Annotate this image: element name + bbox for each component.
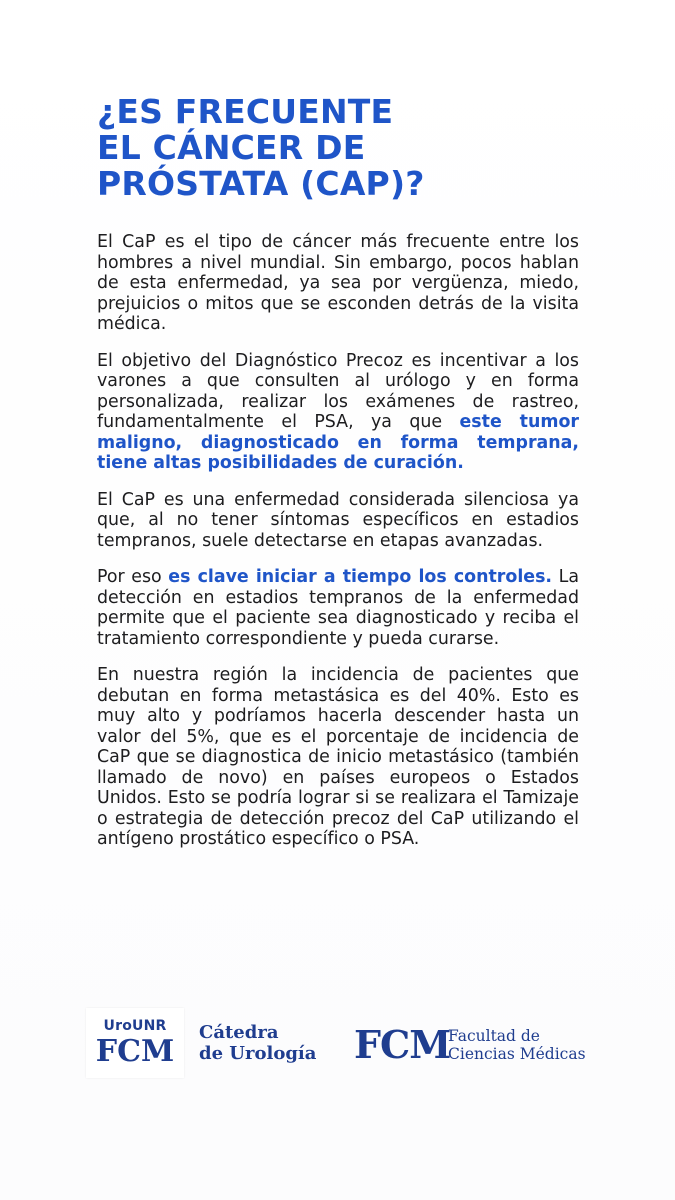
catedra-line-1: Cátedra bbox=[199, 1022, 279, 1043]
fcm-logo-mark: FCM bbox=[354, 1022, 451, 1067]
paragraph-2 bbox=[97, 351, 579, 474]
urounr-fcm-mark: FCM bbox=[95, 1034, 175, 1069]
article-body bbox=[97, 232, 579, 866]
paragraph-4-post: La detección en estadios tempranos de la enfermedad permite que el paciente sea diagnosticado y reciba el tratamiento correspondiente y pueda curarse. bbox=[97, 567, 580, 649]
paragraph-1: El CaP es el tipo de cáncer más frecuente entre los hombres a nivel mundial. Sin embargo, pocos hablan de esta enfermedad, ya sea por vergüenza, miedo, prejuicios o mitos que se esconden detrás de la visita médica. bbox=[97, 232, 579, 334]
title-line-1: ¿ES FRECUENTE bbox=[97, 92, 394, 131]
catedra-urologia-label bbox=[199, 1022, 316, 1064]
paragraph-2-highlight: este tumor maligno, diagnosticado en forma temprana, tiene altas posibilidades de curación. bbox=[97, 412, 579, 473]
paragraph-4-pre: Por eso bbox=[97, 567, 169, 587]
paragraph-2-text: El objetivo del Diagnóstico Precoz es incentivar a los varones a que consulten al urólogo y en forma personalizada, realizar los exámenes de rastreo, fundamentalmente el PSA, ya que bbox=[97, 350, 579, 432]
paragraph-4-highlight: es clave iniciar a tiempo los controles. bbox=[168, 567, 553, 587]
facultad-label bbox=[448, 1027, 586, 1063]
catedra-line-2: de Urología bbox=[199, 1043, 317, 1064]
facultad-line-1: Facultad de bbox=[448, 1027, 540, 1045]
paragraph-5: En nuestra región la incidencia de pacientes que debutan en forma metastásica es del 40%. Esto es muy alto y podríamos hacerla descender hasta un valor del 5%, que es el porcentaje de incidencia de CaP que se diagnostica de inicio metastásico (también llamado de novo) en países europeos o Estados Unidos. Esto se podría lograr si se realizara el Tamizaje o estrategia de detección precoz del CaP utilizando el antígeno prostático específico o PSA. bbox=[97, 665, 579, 849]
title-line-2: EL CÁNCER DE bbox=[97, 128, 366, 167]
facultad-line-2: Ciencias Médicas bbox=[448, 1045, 586, 1063]
title-line-3: PRÓSTATA (CAP)? bbox=[97, 164, 425, 203]
paragraph-4 bbox=[97, 567, 579, 649]
urounr-logo bbox=[86, 1008, 184, 1078]
urounr-label: UroUNR bbox=[103, 1018, 167, 1034]
paragraph-3: El CaP es una enfermedad considerada silenciosa ya que, al no tener síntomas específicos en estadios tempranos, suele detectarse en etapas avanzadas. bbox=[97, 489, 579, 551]
page-title bbox=[97, 94, 577, 202]
